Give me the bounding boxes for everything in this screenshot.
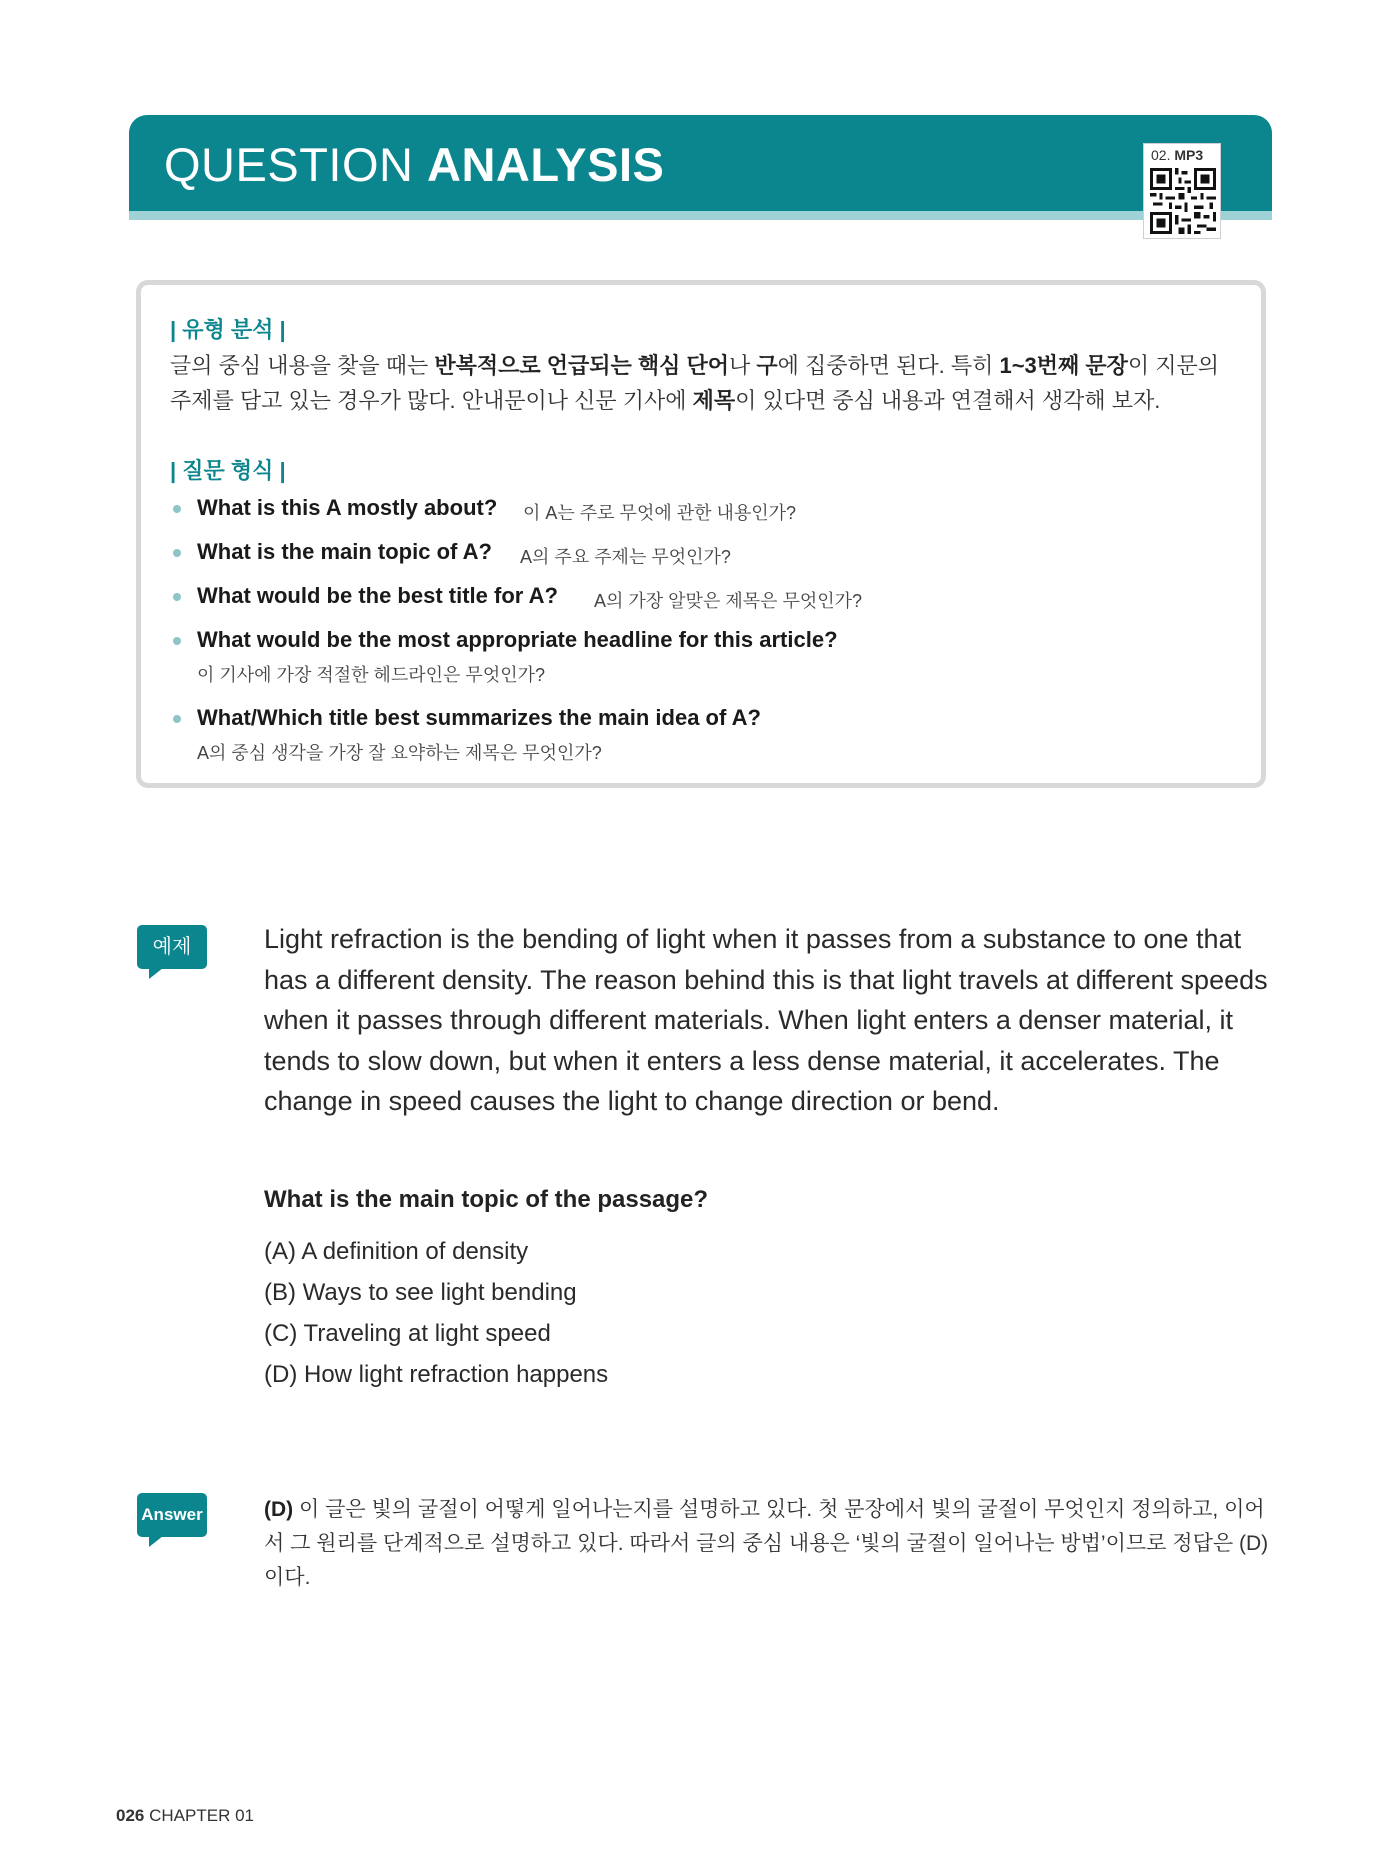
question-en: What would be the most appropriate headline for this article? bbox=[197, 627, 838, 652]
answer-choice-a[interactable]: (A) A definition of density bbox=[264, 1238, 529, 1265]
answer-choice-b[interactable]: (B) Ways to see light bending bbox=[264, 1279, 577, 1306]
title-bold: ANALYSIS bbox=[427, 138, 665, 191]
answer-explanation bbox=[264, 1493, 1274, 1595]
qr-code-icon[interactable] bbox=[1150, 168, 1216, 234]
page-footer bbox=[116, 1806, 254, 1826]
question-ko: A의 주요 주제는 무엇인가? bbox=[520, 547, 731, 567]
bullet-icon bbox=[173, 549, 181, 557]
question-ko: A의 중심 생각을 가장 잘 요약하는 제목은 무엇인가? bbox=[197, 743, 602, 763]
type-text-emphasis: 반복적으로 언급되는 핵심 단어 bbox=[434, 353, 729, 378]
example-badge: 예제 bbox=[137, 925, 207, 969]
type-analysis-title: | 유형 분석 | bbox=[170, 317, 286, 342]
answer-choice-c[interactable]: (C) Traveling at light speed bbox=[264, 1320, 551, 1347]
question-en: What is the main topic of A? bbox=[197, 539, 492, 564]
question-ko: A의 가장 알맞은 제목은 무엇인가? bbox=[594, 591, 863, 611]
bullet-icon bbox=[173, 505, 181, 513]
answer-letter: (D) bbox=[264, 1498, 294, 1521]
passage-text: Light refraction is the bending of light when it passes from a substance to one that has a different density. The reason behind this is that light travels at different speeds when it passes through different materials. When light enters a denser material, it tends to slow down, but when it enters a less dense material, it accelerates. The change in speed causes the light to change direction or bend. bbox=[264, 924, 1268, 1116]
answer-body: 이 글은 빛의 굴절이 어떻게 일어나는지를 설명하고 있다. 첫 문장에서 빛의 굴절이 무엇인지 정의하고, 이어서 그 원리를 단계적으로 설명하고 있다. 따라서 글의 중심 내용은 ‘빛의 굴절이 일어나는 방법’이므로 정답은 (D)이다. bbox=[264, 1498, 1269, 1589]
bullet-icon bbox=[173, 637, 181, 645]
mp3-text: MP3 bbox=[1174, 147, 1204, 163]
question-ko: 이 기사에 가장 적절한 헤드라인은 무엇인가? bbox=[197, 665, 545, 685]
bullet-icon bbox=[173, 593, 181, 601]
type-text-emphasis: 1~3번째 문장 bbox=[999, 353, 1128, 378]
type-text-part: 글의 중심 내용을 찾을 때는 bbox=[170, 353, 435, 378]
page-title bbox=[164, 137, 664, 192]
type-text-part: 나 bbox=[728, 353, 757, 378]
header-stripe bbox=[129, 211, 1272, 220]
mp3-qr-box[interactable] bbox=[1143, 143, 1221, 239]
bullet-icon bbox=[173, 715, 181, 723]
title-light: QUESTION bbox=[164, 138, 414, 191]
answer-badge: Answer bbox=[137, 1493, 207, 1537]
type-analysis-text bbox=[170, 348, 1230, 418]
type-text-part: 이 지문의 주제를 담고 있는 경우가 많다. 안내문이나 신문 기사에 bbox=[170, 353, 1220, 413]
mp3-label bbox=[1151, 147, 1203, 163]
question-ko: 이 A는 주로 무엇에 관한 내용인가? bbox=[523, 503, 797, 523]
passage-question: What is the main topic of the passage? bbox=[264, 1186, 709, 1213]
question-en: What/Which title best summarizes the main idea of A? bbox=[197, 705, 761, 730]
type-text-part: 이 있다면 중심 내용과 연결해서 생각해 보자. bbox=[735, 388, 1161, 413]
type-text-emphasis: 제목 bbox=[692, 388, 736, 413]
mp3-number: 02. bbox=[1151, 147, 1171, 163]
chapter-label: CHAPTER 01 bbox=[149, 1806, 254, 1825]
question-format-title: | 질문 형식 | bbox=[170, 458, 286, 483]
type-text-part: 에 집중하면 된다. 특히 bbox=[777, 353, 1000, 378]
type-text-emphasis: 구 bbox=[756, 353, 778, 378]
answer-choice-d[interactable]: (D) How light refraction happens bbox=[264, 1361, 609, 1388]
question-en: What is this A mostly about? bbox=[197, 495, 498, 520]
page-number: 026 bbox=[116, 1806, 145, 1825]
question-en: What would be the best title for A? bbox=[197, 583, 558, 608]
section-header bbox=[129, 115, 1272, 211]
